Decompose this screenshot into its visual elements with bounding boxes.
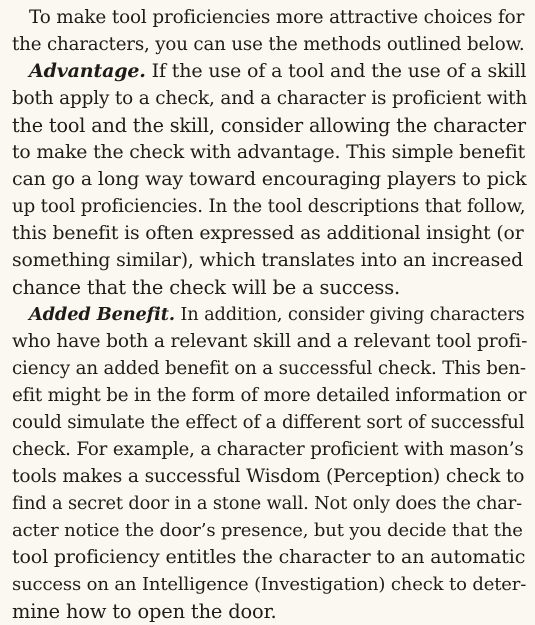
text-line — [12, 436, 527, 463]
line-text: mine how to open the door. — [12, 600, 277, 623]
text-line — [12, 328, 527, 355]
text-line — [12, 166, 527, 193]
line-text: tool proficiency entitles the character to an automatic — [12, 546, 526, 568]
added-benefit-paragraph — [12, 301, 527, 625]
text-line — [12, 274, 527, 301]
line-text: acter notice the door’s presence, but you decide that the — [12, 520, 523, 541]
line-text: In addition, consider giving characters — [174, 304, 525, 325]
text-line — [12, 490, 527, 517]
line-text: who have both a relevant skill and a relevant tool profi- — [12, 331, 528, 352]
line-text: find a secret door in a stone wall. Not only does the char- — [12, 493, 522, 514]
line-text: something similar), which translates into an increased — [12, 250, 523, 271]
line-text: efit might be in the form of more detailed information or — [12, 385, 527, 406]
text-line — [12, 355, 527, 382]
line-text: check. For example, a character proficient with mason’s — [12, 439, 524, 460]
text-line — [12, 301, 527, 328]
line-text: both apply to a check, and a character is proficient with — [12, 88, 528, 109]
text-line — [12, 139, 527, 166]
text-line — [12, 571, 527, 598]
line-text: to make the check with advantage. This simple benefit — [12, 142, 525, 163]
intro-paragraph — [12, 4, 527, 58]
text-line — [12, 85, 527, 112]
text-line — [12, 544, 527, 571]
line-text: the characters, you can use the methods outlined below. — [12, 34, 525, 55]
advantage-paragraph — [12, 58, 527, 301]
text-line — [12, 112, 527, 139]
text-line — [12, 31, 527, 58]
text-line — [12, 193, 527, 220]
text-line — [12, 247, 527, 274]
text-line — [12, 463, 527, 490]
advantage-heading: Advantage. — [29, 60, 146, 82]
text-line — [12, 58, 527, 85]
text-line — [12, 409, 527, 436]
text-line — [12, 598, 527, 625]
line-text: If the use of a tool and the use of a skill — [145, 60, 527, 82]
line-text: can go a long way toward encouraging players to pick — [12, 168, 527, 190]
text-line — [12, 382, 527, 409]
line-text: chance that the check will be a success. — [12, 276, 401, 299]
line-text: could simulate the effect of a different sort of successful — [12, 412, 525, 433]
line-text: To make tool proficiencies more attractive choices for — [29, 7, 525, 28]
line-text: up tool proficiencies. In the tool descriptions that follow, — [12, 196, 526, 217]
text-line — [12, 220, 527, 247]
line-text: ciency an added benefit on a successful check. This ben- — [12, 358, 526, 379]
text-line — [12, 517, 527, 544]
line-text: this benefit is often expressed as additional insight (or — [12, 223, 524, 244]
text-line — [12, 4, 527, 31]
line-text: tools makes a successful Wisdom (Perception) check to — [12, 466, 525, 487]
line-text: the tool and the skill, consider allowing the character — [12, 114, 526, 137]
book-page — [12, 4, 527, 625]
added-benefit-heading: Added Benefit. — [29, 304, 175, 325]
line-text: success on an Intelligence (Investigation) check to deter- — [12, 574, 527, 595]
